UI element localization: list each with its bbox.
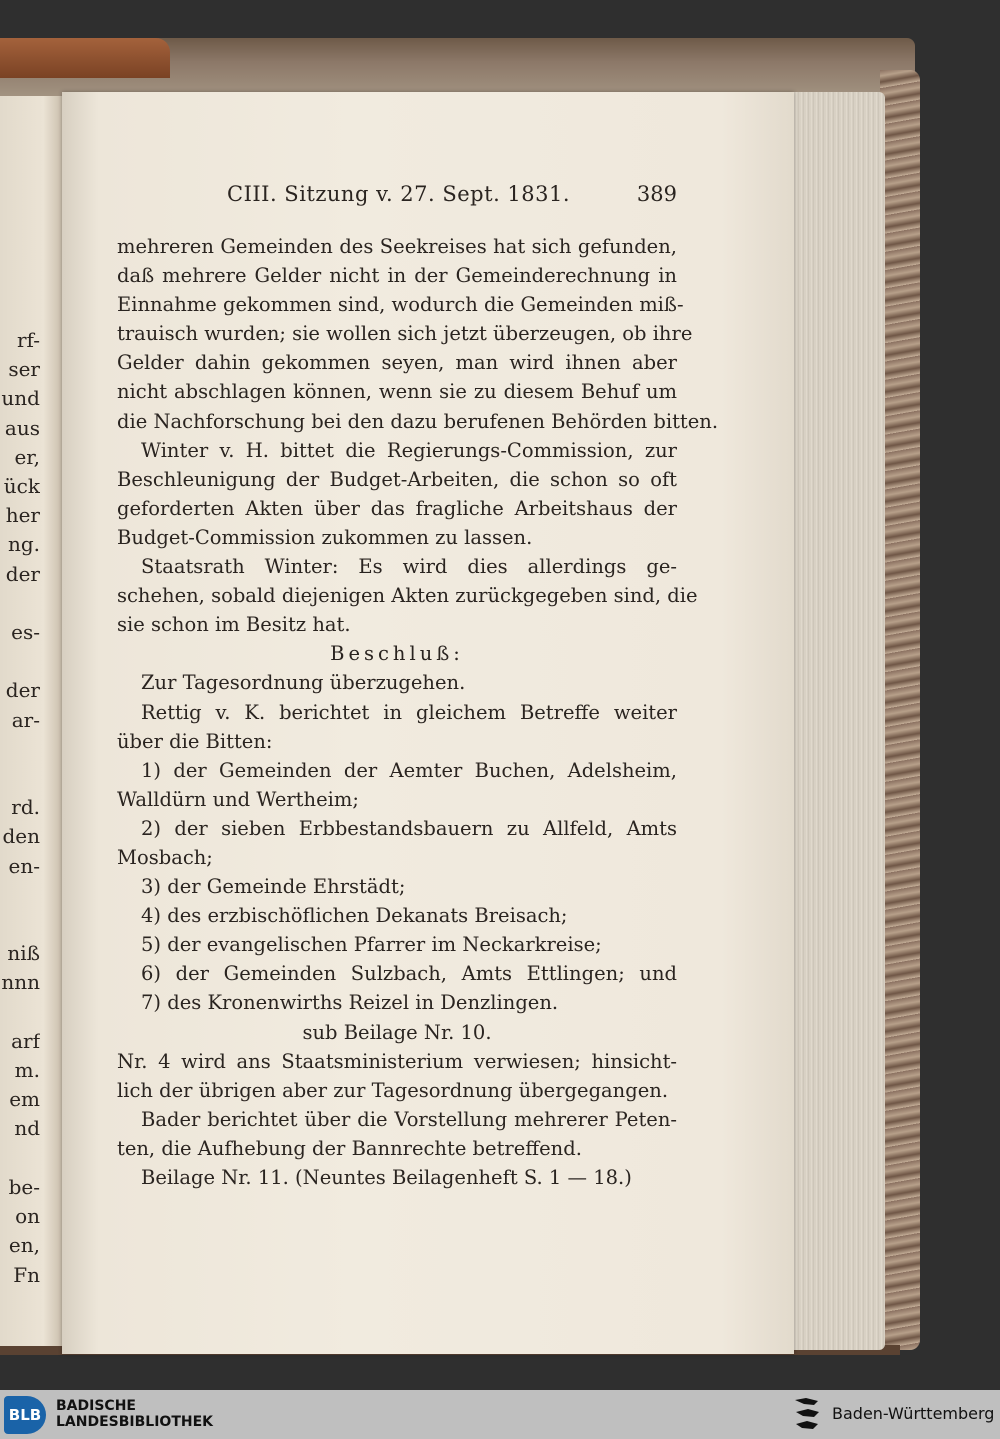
list-item: 3) der Gemeinde Ehrstädt;	[141, 875, 406, 899]
text-line: Gelder dahin gekommen seyen, man wird ihnen aber	[117, 351, 677, 375]
margin-fragment	[0, 589, 40, 618]
text-line: lich der übrigen aber zur Tagesordnung übergegangen.	[117, 1078, 669, 1102]
margin-fragment: ng.	[7, 532, 40, 557]
margin-fragment	[0, 647, 40, 676]
list-item-cont: Mosbach;	[117, 845, 213, 869]
margin-fragment: her	[5, 503, 40, 528]
margin-fragment: arf	[11, 1028, 40, 1053]
margin-fragment: es-	[11, 620, 40, 645]
attachment-reference: sub Beilage Nr. 10.	[302, 1020, 492, 1044]
margin-fragment: nd	[14, 1116, 40, 1141]
margin-fragment: der	[5, 561, 40, 586]
margin-fragment: den	[2, 824, 40, 849]
header-title: CIII. Sitzung v. 27. Sept. 1831.	[227, 182, 571, 206]
margin-fragment: aus	[4, 415, 40, 440]
margin-fragment: em	[9, 1087, 40, 1112]
margin-fragment: Fn	[13, 1262, 40, 1287]
list-item: 2) der sieben Erbbestandsbauern zu Allfeld, Amts	[141, 816, 677, 840]
library-name	[56, 1398, 213, 1430]
text-line: ten, die Aufhebung der Bannrechte betreffend.	[117, 1136, 582, 1160]
margin-fragment: niß	[7, 941, 40, 966]
left-page-text-fragments	[0, 326, 40, 1290]
page-body-text	[117, 232, 719, 1192]
footer-bar	[0, 1390, 1000, 1439]
text-line: daß mehrere Gelder nicht in der Gemeinderechnung in	[117, 264, 677, 288]
margin-fragment	[0, 881, 40, 910]
text-line: mehreren Gemeinden des Seekreises hat sich gefunden,	[117, 235, 677, 258]
list-item: 1) der Gemeinden der Aemter Buchen, Adelsheim,	[141, 758, 677, 782]
margin-fragment: en-	[8, 853, 40, 878]
margin-fragment: en,	[8, 1233, 40, 1258]
text-line: schehen, sobald diejenigen Akten zurückgegeben sind, die	[117, 584, 698, 608]
resolution-heading: Beschluß:	[330, 642, 464, 666]
list-item: 6) der Gemeinden Sulzbach, Amts Ettlingen; und	[141, 962, 677, 986]
margin-fragment	[0, 998, 40, 1027]
library-name-line2: LANDESBIBLIOTHEK	[56, 1414, 214, 1430]
state-name: Baden-Württemberg	[832, 1404, 995, 1423]
text-line: sie schon im Besitz hat.	[117, 613, 351, 637]
margin-fragment: ar-	[11, 707, 40, 732]
margin-fragment: und	[1, 386, 40, 411]
text-line: Zur Tagesordnung überzugehen.	[141, 671, 466, 695]
margin-fragment: rd.	[11, 795, 40, 820]
margin-fragment: be-	[8, 1174, 40, 1199]
page-number: 389	[636, 182, 677, 206]
margin-fragment: ück	[3, 474, 40, 499]
page-stack-edges	[790, 92, 885, 1350]
text-line: Einnahme gekommen sind, wodurch die Gemeinden miß-	[117, 293, 684, 317]
text-line: trauisch wurden; sie wollen sich jetzt überzeugen, ob ihre	[117, 322, 693, 346]
margin-fragment	[0, 910, 40, 939]
margin-fragment: ser	[8, 357, 40, 382]
list-item: 5) der evangelischen Pfarrer im Neckarkreise;	[141, 933, 602, 957]
margin-fragment: er,	[14, 444, 40, 469]
attachment-reference: Beilage Nr. 11. (Neuntes Beilagenheft S. 1 — 18.)	[141, 1166, 632, 1189]
text-line: Staatsrath Winter: Es wird dies allerdings ge-	[141, 555, 677, 579]
margin-fragment: der	[5, 678, 40, 703]
text-line: Rettig v. K. berichtet in gleichem Betreffe weiter	[141, 700, 677, 724]
book-cover-right	[880, 70, 920, 1350]
margin-fragment: nnn	[1, 970, 40, 995]
text-line: Bader berichtet über die Vorstellung mehrerer Peten-	[141, 1107, 677, 1131]
list-item-cont: Walldürn und Wertheim;	[117, 787, 359, 811]
text-line: Budget-Commission zukommen zu lassen.	[117, 525, 533, 549]
margin-fragment	[0, 735, 40, 764]
text-line: Winter v. H. bittet die Regierungs-Commission, zur	[141, 438, 677, 462]
text-line: Nr. 4 wird ans Staatsministerium verwiesen; hinsicht-	[117, 1049, 677, 1073]
margin-fragment	[0, 764, 40, 793]
margin-fragment: m.	[14, 1058, 40, 1083]
list-item: 7) des Kronenwirths Reizel in Denzlingen.	[141, 991, 559, 1015]
library-name-line1: BADISCHE	[56, 1398, 136, 1414]
text-line: nicht abschlagen können, wenn sie zu diesem Behuf um	[117, 380, 677, 404]
text-line: Beschleunigung der Budget-Arbeiten, die schon so oft	[117, 467, 677, 491]
text-line: geforderten Akten über das fragliche Arbeitshaus der	[117, 496, 677, 520]
book-strap	[0, 38, 170, 78]
text-line: die Nachforschung bei den dazu berufenen Behörden bitten.	[117, 409, 719, 433]
blb-logo[interactable]: BLB	[4, 1396, 46, 1434]
list-item: 4) des erzbischöflichen Dekanats Breisach;	[141, 904, 568, 928]
running-header	[117, 182, 677, 214]
left-page-edge	[0, 96, 62, 1346]
text-line: über die Bitten:	[117, 729, 273, 753]
margin-fragment: rf-	[16, 328, 40, 352]
margin-fragment: on	[15, 1204, 40, 1229]
margin-fragment	[0, 1144, 40, 1173]
baden-wuerttemberg-lions-icon	[792, 1396, 822, 1434]
